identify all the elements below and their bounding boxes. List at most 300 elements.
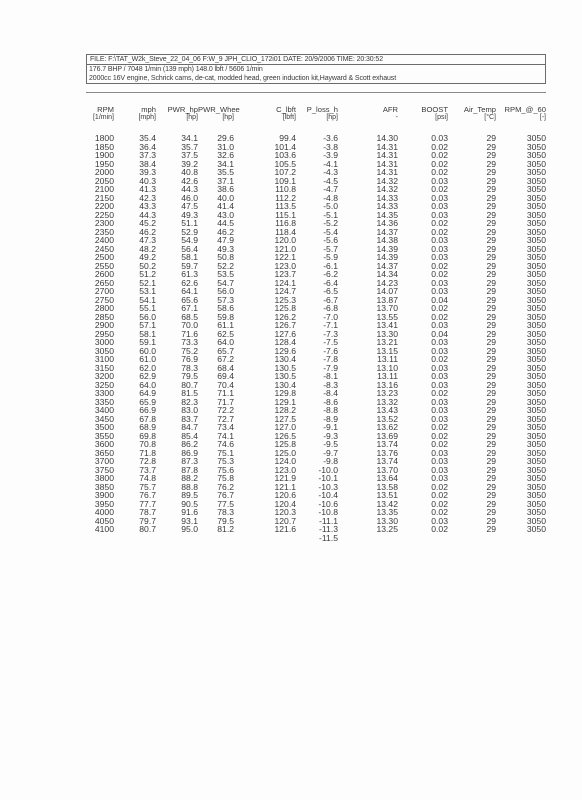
table-cell: 29 bbox=[486, 311, 496, 322]
table-cell: 1900 bbox=[94, 150, 114, 160]
column-name: PWR_hp bbox=[167, 105, 198, 114]
table-cell: 126.7 bbox=[274, 320, 296, 330]
table-cell: 74.8 bbox=[139, 473, 156, 483]
table-cell: 29 bbox=[486, 141, 496, 152]
table-cell: 29 bbox=[486, 337, 496, 347]
table-cell: 3050 bbox=[526, 328, 546, 339]
table-cell: 13.25 bbox=[376, 524, 398, 534]
table-cell: 3050 bbox=[526, 456, 546, 466]
table-cell: 42.3 bbox=[139, 192, 156, 203]
table-cell: 66.9 bbox=[139, 405, 156, 415]
column-unit: [hp] bbox=[326, 114, 338, 121]
table-cell: 3000 bbox=[94, 337, 114, 347]
table-cell: 13.70 bbox=[376, 303, 398, 313]
table-cell bbox=[86, 534, 114, 543]
table-cell: 3050 bbox=[526, 175, 546, 186]
table-cell: 105.5 bbox=[274, 158, 296, 169]
table-cell: 129.8 bbox=[274, 388, 296, 398]
table-cell: 127.6 bbox=[274, 328, 296, 339]
table-cell: 77.5 bbox=[217, 498, 234, 509]
table-cell: 88.8 bbox=[181, 481, 198, 492]
table-cell: 0.03 bbox=[431, 413, 448, 424]
table-cell: 13.70 bbox=[376, 464, 398, 475]
table-cell: 13.52 bbox=[376, 413, 398, 424]
table-cell: 0.04 bbox=[431, 294, 448, 305]
dyno-data-table bbox=[86, 106, 546, 542]
table-cell bbox=[114, 534, 156, 543]
table-cell: -5.4 bbox=[323, 226, 338, 237]
table-cell: 77.7 bbox=[139, 498, 156, 509]
table-cell: 2700 bbox=[94, 286, 114, 296]
table-cell: 3050 bbox=[526, 133, 546, 143]
column-header bbox=[296, 106, 338, 134]
table-cell: 72.7 bbox=[217, 413, 234, 424]
table-cell: 74.6 bbox=[217, 439, 234, 449]
table-cell: 0.03 bbox=[431, 515, 448, 526]
table-cell: 87.3 bbox=[181, 456, 198, 466]
table-cell: -8.9 bbox=[323, 413, 338, 424]
table-cell: 29 bbox=[486, 201, 496, 211]
table-cell: 13.87 bbox=[376, 294, 398, 305]
table-cell: 3050 bbox=[526, 405, 546, 415]
table-cell: 120.6 bbox=[274, 490, 296, 500]
table-cell: -7.3 bbox=[323, 328, 338, 339]
table-cell: 54.7 bbox=[217, 277, 234, 288]
table-cell: 85.4 bbox=[181, 430, 198, 441]
table-cell: 125.0 bbox=[274, 447, 296, 458]
table-cell: 29 bbox=[486, 345, 496, 356]
table-cell: 69.8 bbox=[139, 430, 156, 441]
table-cell: 70.0 bbox=[181, 320, 198, 330]
table-cell: 52.9 bbox=[181, 226, 198, 237]
table-cell: 120.7 bbox=[274, 515, 296, 526]
table-cell: 99.4 bbox=[279, 133, 296, 143]
table-cell: 126.2 bbox=[274, 311, 296, 322]
table-cell: 0.03 bbox=[431, 464, 448, 475]
table-cell: 45.2 bbox=[139, 218, 156, 228]
table-cell: 3050 bbox=[526, 354, 546, 364]
table-cell: 29 bbox=[486, 490, 496, 500]
file-info-line: FILE: F:\TAT_W2k_Steve_22_04_06 F:W_9 JPH_CLIO_172i01 DATE: 20/9/2006 TIME: 20:30:52 bbox=[86, 54, 546, 65]
table-cell: 3050 bbox=[526, 286, 546, 296]
table-cell: 2550 bbox=[94, 260, 114, 271]
table-cell: 13.41 bbox=[376, 320, 398, 330]
table-cell: 3050 bbox=[526, 388, 546, 398]
table-cell: 3050 bbox=[526, 243, 546, 254]
table-cell: 44.5 bbox=[217, 218, 234, 228]
table-cell: 14.33 bbox=[376, 192, 398, 203]
table-cell: 83.0 bbox=[181, 405, 198, 415]
table-cell: 46.2 bbox=[217, 226, 234, 237]
table-cell: 0.02 bbox=[431, 184, 448, 194]
table-cell: 31.0 bbox=[217, 141, 234, 152]
table-cell: 121.0 bbox=[274, 243, 296, 254]
table-cell: -9.3 bbox=[323, 430, 338, 441]
table-cell: 3050 bbox=[526, 141, 546, 152]
table-cell: 2500 bbox=[94, 252, 114, 262]
table-cell: 3950 bbox=[94, 498, 114, 509]
table-cell: 3050 bbox=[94, 345, 114, 356]
table-cell: 0.02 bbox=[431, 507, 448, 517]
table-cell: 3800 bbox=[94, 473, 114, 483]
table-cell: 29 bbox=[486, 464, 496, 475]
column-header bbox=[448, 106, 496, 134]
table-cell: 47.5 bbox=[181, 201, 198, 211]
table-cell: -9.7 bbox=[323, 447, 338, 458]
table-cell: 0.03 bbox=[431, 235, 448, 245]
table-cell: -8.3 bbox=[323, 379, 338, 390]
table-cell: 29 bbox=[486, 320, 496, 330]
table-cell: 13.64 bbox=[376, 473, 398, 483]
table-cell: 88.2 bbox=[181, 473, 198, 483]
table-cell: 0.02 bbox=[431, 354, 448, 364]
table-cell: 87.8 bbox=[181, 464, 198, 475]
table-cell: 3050 bbox=[526, 303, 546, 313]
table-cell: 68.9 bbox=[139, 422, 156, 432]
table-cell: 56.0 bbox=[217, 286, 234, 296]
table-cell: 0.02 bbox=[431, 167, 448, 177]
table-cell: 44.3 bbox=[139, 209, 156, 220]
table-cell: 2250 bbox=[94, 209, 114, 220]
table-cell: 75.2 bbox=[181, 345, 198, 356]
table-cell: 65.7 bbox=[217, 345, 234, 356]
table-cell: 29 bbox=[486, 252, 496, 262]
table-cell: 13.21 bbox=[376, 337, 398, 347]
table-cell: 0.03 bbox=[431, 243, 448, 254]
table-cell: 29 bbox=[486, 447, 496, 458]
table-cell: 79.5 bbox=[217, 515, 234, 526]
table-cell: 2100 bbox=[94, 184, 114, 194]
column-header bbox=[114, 106, 156, 134]
table-cell: 0.02 bbox=[431, 490, 448, 500]
column-unit: [mph] bbox=[138, 114, 156, 121]
table-cell: 122.1 bbox=[274, 252, 296, 262]
table-cell: 0.03 bbox=[431, 405, 448, 415]
table-cell: 14.37 bbox=[376, 226, 398, 237]
table-cell: 125.8 bbox=[274, 439, 296, 449]
table-cell: 0.02 bbox=[431, 498, 448, 509]
table-cell bbox=[156, 534, 198, 543]
table-cell: 29 bbox=[486, 524, 496, 534]
table-cell: 2950 bbox=[94, 328, 114, 339]
table-cell: 78.3 bbox=[217, 507, 234, 517]
table-cell: 128.4 bbox=[274, 337, 296, 347]
table-cell: 37.5 bbox=[181, 150, 198, 160]
table-cell: 29 bbox=[486, 473, 496, 483]
table-cell: 128.2 bbox=[274, 405, 296, 415]
column-header bbox=[234, 106, 296, 134]
table-cell: 35.5 bbox=[217, 167, 234, 177]
table-cell: 1850 bbox=[94, 141, 114, 152]
table-cell: 51.2 bbox=[139, 269, 156, 279]
table-cell: 29 bbox=[486, 396, 496, 407]
table-cell: 29 bbox=[486, 303, 496, 313]
table-cell: 3450 bbox=[94, 413, 114, 424]
table-cell: 0.02 bbox=[431, 524, 448, 534]
table-cell: 38.6 bbox=[217, 184, 234, 194]
table-cell: -5.6 bbox=[323, 235, 338, 245]
table-cell: 13.42 bbox=[376, 498, 398, 509]
table-cell: 3050 bbox=[526, 439, 546, 449]
table-cell: 14.38 bbox=[376, 235, 398, 245]
table-cell: 130.4 bbox=[274, 354, 296, 364]
table-cell: -8.4 bbox=[323, 388, 338, 398]
table-cell: 32.6 bbox=[217, 150, 234, 160]
table-cell: 29 bbox=[486, 507, 496, 517]
table-cell: 13.58 bbox=[376, 481, 398, 492]
table-cell: 115.1 bbox=[275, 209, 296, 220]
column-header bbox=[398, 106, 448, 134]
table-cell: 13.74 bbox=[376, 439, 398, 449]
table-cell: -10.6 bbox=[318, 498, 338, 509]
column-name: mph bbox=[141, 105, 156, 114]
table-body bbox=[86, 134, 546, 542]
table-cell: 29 bbox=[486, 243, 496, 254]
table-cell: 3750 bbox=[94, 464, 114, 475]
table-cell: 64.0 bbox=[139, 379, 156, 390]
table-cell: 14.31 bbox=[376, 141, 398, 152]
table-cell: 75.8 bbox=[217, 473, 234, 483]
table-cell: 0.03 bbox=[431, 371, 448, 381]
table-cell: 83.7 bbox=[181, 413, 198, 424]
table-cell: 13.74 bbox=[376, 456, 398, 466]
table-cell: 3650 bbox=[94, 447, 114, 458]
table-cell: 52.2 bbox=[217, 260, 234, 271]
table-cell: 0.03 bbox=[431, 456, 448, 466]
table-cell: 14.23 bbox=[376, 277, 398, 288]
table-cell: 49.3 bbox=[217, 243, 234, 254]
table-cell: 3050 bbox=[526, 507, 546, 517]
table-cell: -3.9 bbox=[323, 150, 338, 160]
table-cell: 29 bbox=[486, 439, 496, 449]
table-cell: 2650 bbox=[94, 277, 114, 288]
table-cell: 3050 bbox=[526, 252, 546, 262]
table-cell: 75.7 bbox=[139, 481, 156, 492]
table-cell: 3050 bbox=[526, 422, 546, 432]
table-cell: 53.1 bbox=[139, 286, 156, 296]
table-cell: 42.6 bbox=[181, 175, 198, 186]
table-cell: 82.3 bbox=[181, 396, 198, 407]
table-cell: 120.3 bbox=[274, 507, 296, 517]
table-cell: 78.3 bbox=[181, 362, 198, 373]
table-cell: 56.0 bbox=[139, 311, 156, 322]
table-cell: 0.03 bbox=[431, 209, 448, 220]
table-cell: 0.03 bbox=[431, 396, 448, 407]
table-cell: -7.8 bbox=[323, 354, 338, 364]
table-cell: 130.5 bbox=[274, 371, 296, 381]
table-row bbox=[86, 534, 546, 543]
table-cell: 67.2 bbox=[217, 354, 234, 364]
table-cell: 3200 bbox=[94, 371, 114, 381]
table-cell: 13.30 bbox=[376, 515, 398, 526]
table-cell: 1800 bbox=[94, 133, 114, 143]
table-cell: 0.03 bbox=[431, 175, 448, 186]
table-cell: 3050 bbox=[526, 260, 546, 271]
table-cell: -7.0 bbox=[323, 311, 338, 322]
table-cell: 13.76 bbox=[376, 447, 398, 458]
table-cell: -6.2 bbox=[323, 269, 338, 279]
table-cell: 4100 bbox=[94, 524, 114, 534]
table-cell: 79.7 bbox=[139, 515, 156, 526]
table-cell: 41.3 bbox=[139, 184, 156, 194]
column-unit: [hp] bbox=[222, 114, 234, 121]
table-cell: 3050 bbox=[526, 192, 546, 203]
table-cell: 129.6 bbox=[274, 345, 296, 356]
table-cell: 14.30 bbox=[376, 133, 398, 143]
table-cell: 107.2 bbox=[274, 167, 296, 177]
table-cell: 54.9 bbox=[181, 235, 198, 245]
column-header bbox=[338, 106, 398, 134]
table-cell: 2850 bbox=[94, 311, 114, 322]
table-cell: 62.6 bbox=[181, 277, 198, 288]
table-cell: 70.4 bbox=[217, 379, 234, 390]
table-cell: 121.6 bbox=[274, 524, 296, 534]
table-cell: 49.3 bbox=[181, 209, 198, 220]
table-cell: 13.32 bbox=[376, 396, 398, 407]
table-cell: 14.36 bbox=[376, 218, 398, 228]
table-cell: 37.3 bbox=[139, 150, 156, 160]
table-cell: -6.7 bbox=[323, 294, 338, 305]
table-cell: 0.02 bbox=[431, 141, 448, 152]
table-cell: -5.1 bbox=[323, 209, 338, 220]
table-cell: 73.4 bbox=[217, 422, 234, 432]
table-cell: -8.6 bbox=[323, 396, 338, 407]
table-cell: 80.7 bbox=[139, 524, 156, 534]
table-cell: 14.31 bbox=[376, 150, 398, 160]
table-cell: 36.4 bbox=[139, 141, 156, 152]
table-cell: -9.8 bbox=[323, 456, 338, 466]
table-cell: 3050 bbox=[526, 294, 546, 305]
table-cell: 29 bbox=[486, 133, 496, 143]
table-cell: 3600 bbox=[94, 439, 114, 449]
table-cell: 101.4 bbox=[274, 141, 296, 152]
table-cell: 2400 bbox=[94, 235, 114, 245]
table-cell: 61.3 bbox=[181, 269, 198, 279]
table-cell: 41.4 bbox=[217, 201, 234, 211]
table-cell: 29 bbox=[486, 388, 496, 398]
table-cell: 3050 bbox=[526, 218, 546, 228]
table-cell: 80.7 bbox=[181, 379, 198, 390]
table-cell: 78.7 bbox=[139, 507, 156, 517]
table-cell: 46.2 bbox=[139, 226, 156, 237]
table-cell: 39.2 bbox=[181, 158, 198, 169]
table-cell: 124.0 bbox=[274, 456, 296, 466]
table-cell: 0.02 bbox=[431, 311, 448, 322]
table-cell: 127.5 bbox=[274, 413, 296, 424]
table-cell: 2450 bbox=[94, 243, 114, 254]
table-cell: 123.7 bbox=[274, 269, 296, 279]
table-cell: 59.8 bbox=[217, 311, 234, 322]
table-cell: 13.43 bbox=[376, 405, 398, 415]
table-cell: 125.8 bbox=[274, 303, 296, 313]
table-cell: 67.1 bbox=[181, 303, 198, 313]
table-cell: 2150 bbox=[94, 192, 114, 203]
table-cell: 124.1 bbox=[274, 277, 296, 288]
table-cell: -10.0 bbox=[318, 464, 338, 475]
table-cell: 13.11 bbox=[377, 354, 398, 364]
table-cell: 47.9 bbox=[217, 235, 234, 245]
table-cell: -7.9 bbox=[323, 362, 338, 373]
table-cell: 127.0 bbox=[274, 422, 296, 432]
table-cell: 3050 bbox=[526, 481, 546, 492]
report-header bbox=[86, 54, 546, 84]
table-cell: 75.6 bbox=[217, 464, 234, 475]
table-cell: 39.3 bbox=[139, 167, 156, 177]
table-cell: 75.3 bbox=[217, 456, 234, 466]
table-cell: 61.0 bbox=[139, 354, 156, 364]
column-name: RPM_@_60 bbox=[504, 105, 546, 114]
table-cell: 58.1 bbox=[139, 328, 156, 339]
table-cell: 124.7 bbox=[274, 286, 296, 296]
table-cell: 14.39 bbox=[376, 243, 398, 254]
table-cell: 121.1 bbox=[274, 481, 296, 492]
table-cell: 0.02 bbox=[431, 158, 448, 169]
table-cell: 62.5 bbox=[217, 328, 234, 339]
table-cell: 13.35 bbox=[376, 507, 398, 517]
table-cell: 3400 bbox=[94, 405, 114, 415]
table-cell: 67.8 bbox=[139, 413, 156, 424]
table-cell: -9.1 bbox=[323, 422, 338, 432]
table-cell: 29 bbox=[486, 413, 496, 424]
table-cell: 13.11 bbox=[377, 371, 398, 381]
table-cell: 56.4 bbox=[181, 243, 198, 254]
table-cell: 50.8 bbox=[217, 252, 234, 262]
table-cell: 13.16 bbox=[376, 379, 398, 390]
table-cell: 29 bbox=[486, 430, 496, 441]
table-cell: 34.1 bbox=[181, 133, 198, 143]
table-cell: 29 bbox=[486, 422, 496, 432]
table-cell: 29 bbox=[486, 218, 496, 228]
table-cell: 29 bbox=[486, 226, 496, 237]
table-cell: 13.55 bbox=[376, 311, 398, 322]
column-name: Air_Temp bbox=[463, 105, 496, 114]
table-cell: 29 bbox=[486, 456, 496, 466]
table-cell: 29 bbox=[486, 328, 496, 339]
table-cell: 64.1 bbox=[181, 286, 198, 296]
table-cell: 48.2 bbox=[139, 243, 156, 254]
column-unit: [psi] bbox=[435, 114, 448, 121]
table-cell: 0.02 bbox=[431, 269, 448, 279]
table-cell: 0.04 bbox=[431, 328, 448, 339]
table-cell: 47.3 bbox=[139, 235, 156, 245]
table-cell: 3050 bbox=[526, 184, 546, 194]
table-cell: -5.9 bbox=[323, 252, 338, 262]
table-cell: 13.30 bbox=[376, 328, 398, 339]
table-cell: 0.03 bbox=[431, 201, 448, 211]
table-cell: 29 bbox=[486, 150, 496, 160]
table-cell: 89.5 bbox=[181, 490, 198, 500]
table-cell: -5.0 bbox=[323, 201, 338, 211]
table-cell: 125.3 bbox=[274, 294, 296, 305]
table-cell: 14.35 bbox=[376, 209, 398, 220]
table-cell: 29 bbox=[486, 405, 496, 415]
column-name: RPM bbox=[97, 105, 114, 114]
table-cell: 59.7 bbox=[181, 260, 198, 271]
table-cell: 3050 bbox=[526, 150, 546, 160]
table-cell: 49.2 bbox=[139, 252, 156, 262]
table-cell: 40.0 bbox=[217, 192, 234, 203]
table-cell: -6.8 bbox=[323, 303, 338, 313]
table-cell: 76.7 bbox=[217, 490, 234, 500]
table-cell: 118.4 bbox=[275, 226, 296, 237]
table-cell: 29 bbox=[486, 498, 496, 509]
table-cell: 3050 bbox=[526, 362, 546, 373]
table-cell: 0.02 bbox=[431, 439, 448, 449]
column-name: PWR_Whee bbox=[198, 105, 240, 114]
table-cell: 3050 bbox=[526, 345, 546, 356]
table-cell: 68.4 bbox=[217, 362, 234, 373]
table-cell: 43.0 bbox=[217, 209, 234, 220]
